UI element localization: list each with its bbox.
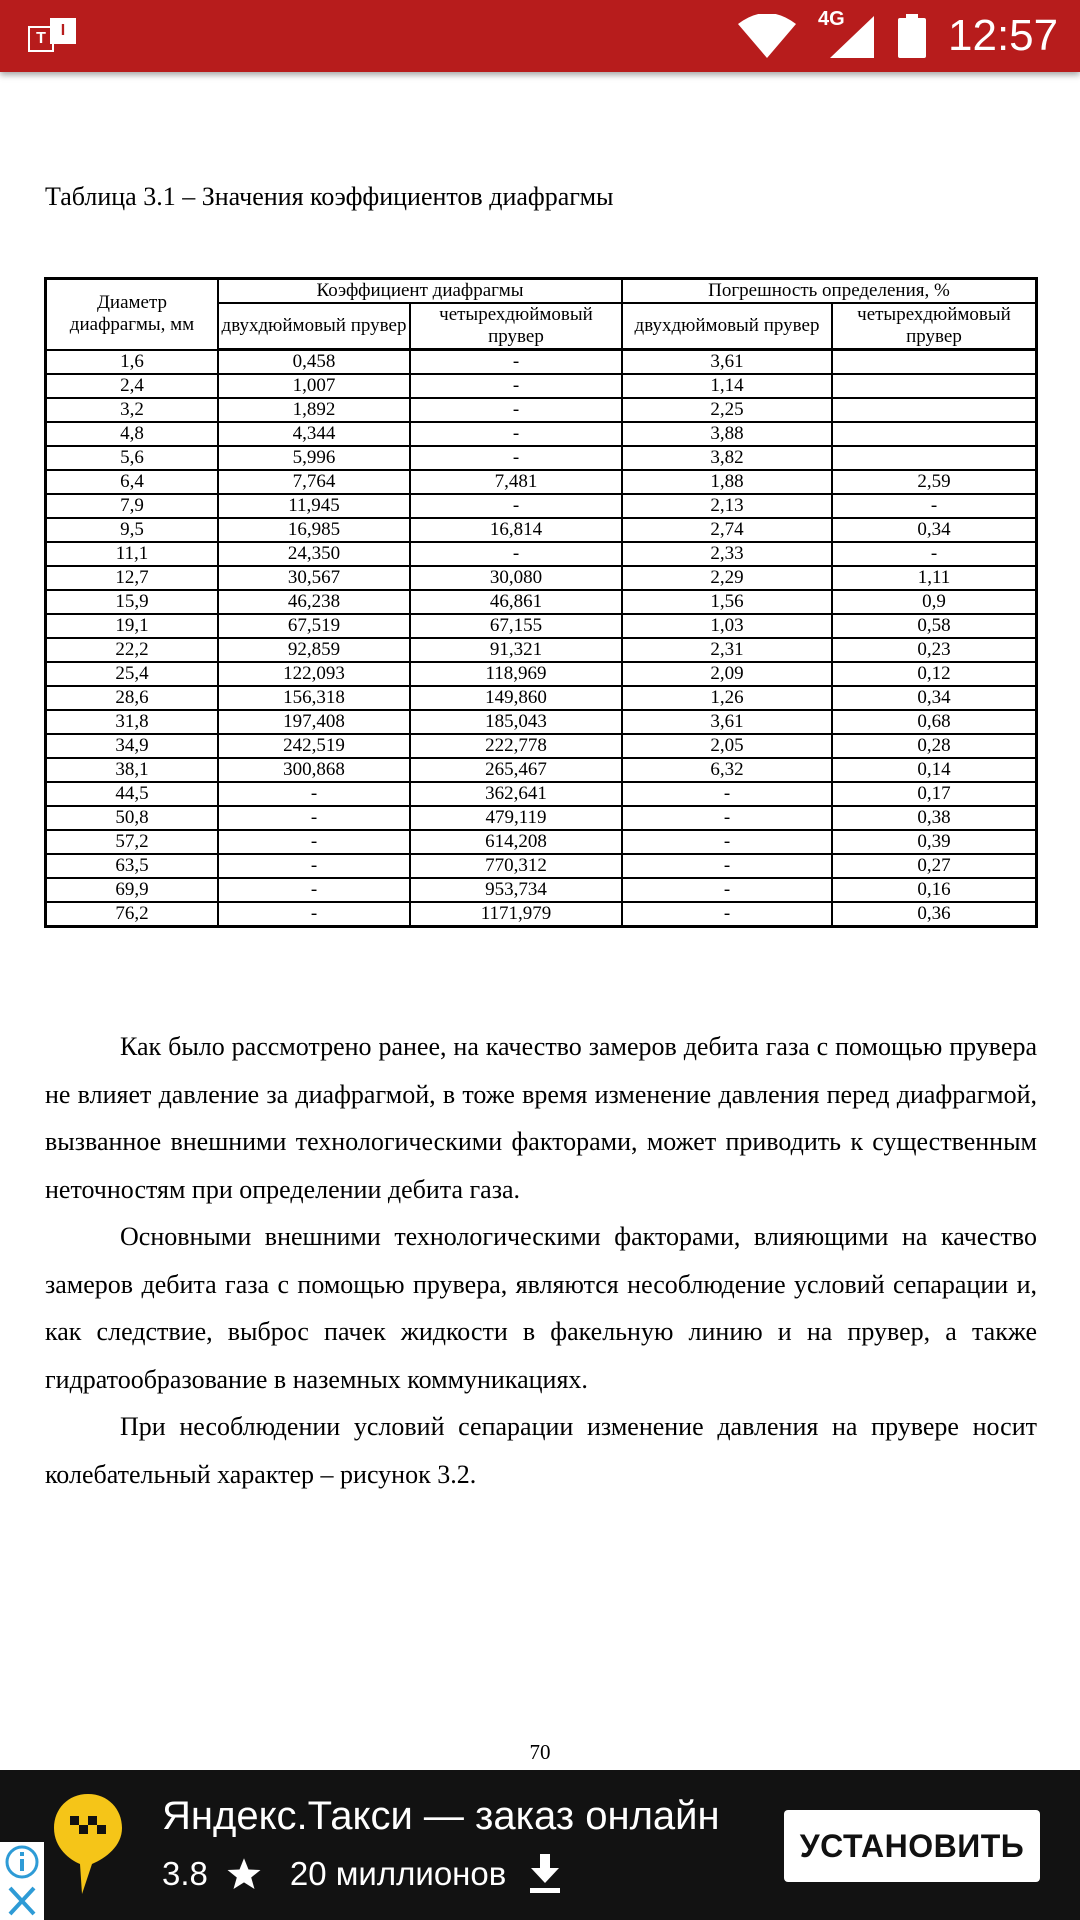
ad-banner[interactable]	[0, 1770, 1080, 1920]
table-cell: 0,38	[832, 806, 1037, 830]
table-cell: -	[410, 374, 622, 398]
table-cell: 2,74	[622, 518, 832, 542]
table-row	[46, 590, 1037, 614]
table-cell: 614,208	[410, 830, 622, 854]
table-cell: 15,9	[46, 590, 219, 614]
table-cell: 149,860	[410, 686, 622, 710]
cellular-signal-icon	[818, 8, 878, 60]
table-row	[46, 542, 1037, 566]
table-cell: 76,2	[46, 902, 219, 927]
table-cell: -	[218, 902, 410, 927]
table-cell: 0,58	[832, 614, 1037, 638]
table-cell: 31,8	[46, 710, 219, 734]
table-row	[46, 422, 1037, 446]
table-cell	[832, 446, 1037, 470]
table-cell: 22,2	[46, 638, 219, 662]
table-cell: 2,29	[622, 566, 832, 590]
table-cell: 1,6	[46, 350, 219, 375]
table-cell: 6,32	[622, 758, 832, 782]
table-cell: 1,007	[218, 374, 410, 398]
table-cell: -	[218, 806, 410, 830]
subheader-two-inch: двухдюймовый прувер	[622, 303, 832, 350]
table-cell: -	[410, 542, 622, 566]
table-cell: 0,14	[832, 758, 1037, 782]
table-cell: 3,82	[622, 446, 832, 470]
table-cell: 2,31	[622, 638, 832, 662]
table-cell: 1171,979	[410, 902, 622, 927]
table-cell: 222,778	[410, 734, 622, 758]
table-cell: 46,861	[410, 590, 622, 614]
table-cell: 28,6	[46, 686, 219, 710]
table-cell: 19,1	[46, 614, 219, 638]
ad-title[interactable]: Яндекс.Такси — заказ онлайн	[162, 1794, 720, 1838]
table-cell: 2,59	[832, 470, 1037, 494]
ad-meta	[162, 1852, 562, 1896]
table-cell: 34,9	[46, 734, 219, 758]
download-icon	[528, 1854, 562, 1894]
table-row	[46, 758, 1037, 782]
table-cell: 7,9	[46, 494, 219, 518]
table-cell: 46,238	[218, 590, 410, 614]
notification-app-icon: T I	[28, 18, 78, 52]
table-cell: 0,17	[832, 782, 1037, 806]
table-cell: 479,119	[410, 806, 622, 830]
table-cell: 1,26	[622, 686, 832, 710]
table-cell: 67,519	[218, 614, 410, 638]
table-cell: -	[410, 350, 622, 375]
network-type-label: 4G	[818, 8, 845, 30]
table-row	[46, 854, 1037, 878]
table-row	[46, 566, 1037, 590]
header-error: Погрешность определения, %	[622, 279, 1037, 304]
wifi-icon	[738, 14, 796, 58]
table-cell: 1,56	[622, 590, 832, 614]
table-cell: 770,312	[410, 854, 622, 878]
table-cell: 3,61	[622, 710, 832, 734]
table-cell: 0,9	[832, 590, 1037, 614]
table-cell: -	[832, 494, 1037, 518]
status-bar	[0, 0, 1080, 72]
table-cell: 265,467	[410, 758, 622, 782]
table-row	[46, 686, 1037, 710]
table-cell: -	[622, 806, 832, 830]
table-row	[46, 638, 1037, 662]
table-cell: -	[832, 542, 1037, 566]
table-cell: 30,080	[410, 566, 622, 590]
table-cell	[832, 374, 1037, 398]
subheader-two-inch: двухдюймовый прувер	[218, 303, 410, 350]
table-cell: 9,5	[46, 518, 219, 542]
table-cell	[832, 350, 1037, 375]
table-row	[46, 494, 1037, 518]
table-cell: 1,14	[622, 374, 832, 398]
table-cell: 5,996	[218, 446, 410, 470]
table-cell: 1,11	[832, 566, 1037, 590]
table-cell: 3,88	[622, 422, 832, 446]
table-row	[46, 710, 1037, 734]
table-cell: 7,764	[218, 470, 410, 494]
table-cell: 3,2	[46, 398, 219, 422]
star-icon	[226, 1856, 262, 1892]
table-cell: 0,23	[832, 638, 1037, 662]
table-cell: -	[218, 878, 410, 902]
coefficient-table	[44, 277, 1038, 928]
table-cell: 16,985	[218, 518, 410, 542]
subheader-four-inch: четырехдюймовый прувер	[832, 303, 1037, 350]
table-row	[46, 518, 1037, 542]
table-cell: 67,155	[410, 614, 622, 638]
table-cell: 0,39	[832, 830, 1037, 854]
table-cell: 5,6	[46, 446, 219, 470]
table-cell: 24,350	[218, 542, 410, 566]
install-button[interactable]: УСТАНОВИТЬ	[784, 1810, 1040, 1882]
table-cell: 4,8	[46, 422, 219, 446]
yandex-taxi-logo-icon	[52, 1792, 124, 1896]
table-cell: -	[622, 878, 832, 902]
table-cell: 122,093	[218, 662, 410, 686]
table-cell: -	[218, 854, 410, 878]
table-cell: -	[622, 902, 832, 927]
table-row	[46, 902, 1037, 927]
ad-rating: 3.8	[162, 1855, 208, 1892]
table-row	[46, 734, 1037, 758]
table-cell: 2,13	[622, 494, 832, 518]
table-body	[46, 350, 1037, 927]
table-cell	[832, 422, 1037, 446]
table-cell: 0,34	[832, 686, 1037, 710]
close-icon[interactable]	[0, 1882, 44, 1920]
table-cell: 4,344	[218, 422, 410, 446]
table-cell: 185,043	[410, 710, 622, 734]
table-cell: 3,61	[622, 350, 832, 375]
table-cell: 69,9	[46, 878, 219, 902]
table-cell: 0,458	[218, 350, 410, 375]
table-cell: 7,481	[410, 470, 622, 494]
table-cell: -	[410, 422, 622, 446]
table-cell: 0,12	[832, 662, 1037, 686]
table-cell: 12,7	[46, 566, 219, 590]
table-cell: 156,318	[218, 686, 410, 710]
table-cell: 0,34	[832, 518, 1037, 542]
table-cell: -	[622, 830, 832, 854]
paragraph-3: При несоблюдении условий сепарации изменение давления на прувере носит колебательный характер – рисунок 3.2.	[45, 1412, 1037, 1489]
table-row	[46, 662, 1037, 686]
table-cell: -	[410, 446, 622, 470]
page-number: 70	[529, 1740, 551, 1764]
table-cell: 0,68	[832, 710, 1037, 734]
table-cell: 1,03	[622, 614, 832, 638]
table-cell: 0,16	[832, 878, 1037, 902]
table-cell: 50,8	[46, 806, 219, 830]
table-cell: 362,641	[410, 782, 622, 806]
table-cell: 2,4	[46, 374, 219, 398]
table-cell: 300,868	[218, 758, 410, 782]
table-cell: 242,519	[218, 734, 410, 758]
table-cell: 118,969	[410, 662, 622, 686]
table-row	[46, 446, 1037, 470]
table-row	[46, 878, 1037, 902]
table-cell: -	[218, 782, 410, 806]
table-cell: 1,88	[622, 470, 832, 494]
battery-icon	[898, 14, 926, 58]
table-cell: 0,36	[832, 902, 1037, 927]
table-cell: 11,945	[218, 494, 410, 518]
table-cell: 6,4	[46, 470, 219, 494]
table-row	[46, 830, 1037, 854]
table-cell: 11,1	[46, 542, 219, 566]
table-row	[46, 470, 1037, 494]
table-cell: 57,2	[46, 830, 219, 854]
table-cell: 63,5	[46, 854, 219, 878]
subheader-four-inch: четырехдюймовый прувер	[410, 303, 622, 350]
table-cell: 2,25	[622, 398, 832, 422]
table-cell	[832, 398, 1037, 422]
table-caption: Таблица 3.1 – Значения коэффициентов диафрагмы	[45, 182, 614, 211]
table-cell: 0,28	[832, 734, 1037, 758]
table-cell: 953,734	[410, 878, 622, 902]
table-row	[46, 374, 1037, 398]
table-cell: -	[218, 830, 410, 854]
table-cell: 2,33	[622, 542, 832, 566]
table-row	[46, 806, 1037, 830]
table-row	[46, 782, 1037, 806]
table-cell: 38,1	[46, 758, 219, 782]
info-icon[interactable]	[0, 1842, 44, 1882]
header-coefficient: Коэффициент диафрагмы	[218, 279, 622, 304]
table-cell: -	[622, 854, 832, 878]
table-cell: 2,05	[622, 734, 832, 758]
table-cell: 30,567	[218, 566, 410, 590]
table-cell: 91,321	[410, 638, 622, 662]
table-cell: 16,814	[410, 518, 622, 542]
table-row	[46, 614, 1037, 638]
paragraph-2: Основными внешними технологическими факторами, влияющими на качество замеров дебита газа с помощью прувера, являются несоблюдение условий сепарации и, как следствие, выброс пачек жидкости в факельную линию и на прувер, а также гидратообразование в наземных коммуникациях.	[45, 1222, 1037, 1394]
table-cell: -	[622, 782, 832, 806]
table-cell: 197,408	[218, 710, 410, 734]
table-cell: 0,27	[832, 854, 1037, 878]
table-row	[46, 350, 1037, 375]
clock: 12:57	[948, 11, 1059, 60]
table-cell: 25,4	[46, 662, 219, 686]
table-row	[46, 398, 1037, 422]
table-cell: 92,859	[218, 638, 410, 662]
ad-downloads: 20 миллионов	[289, 1855, 507, 1892]
table-cell: 1,892	[218, 398, 410, 422]
table-cell: -	[410, 398, 622, 422]
paragraph-1: Как было рассмотрено ранее, на качество замеров дебита газа с помощью прувера не влияет давление за диафрагмой, в тоже время изменение давления перед диафрагмой, вызванное внешними технологическими факторами, может приводить к существенным неточностям при определении дебита газа.	[45, 1032, 1037, 1204]
header-diameter: Диаметр диафрагмы, мм	[46, 279, 219, 350]
table-cell: 2,09	[622, 662, 832, 686]
table-cell: -	[410, 494, 622, 518]
table-cell: 44,5	[46, 782, 219, 806]
